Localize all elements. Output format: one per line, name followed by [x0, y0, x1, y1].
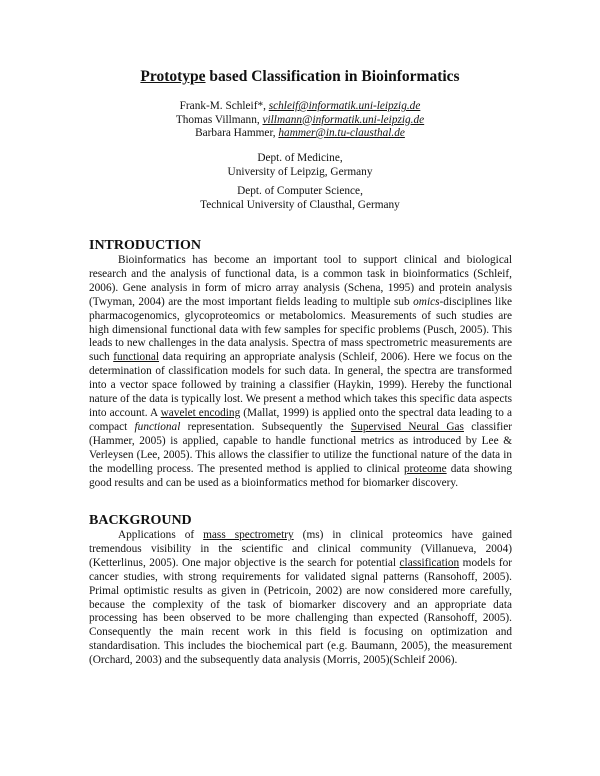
background-paragraph — [89, 529, 512, 668]
background-text: Applications of — [118, 529, 204, 541]
mass-spectrometry-link[interactable]: mass spectrometry — [203, 529, 294, 541]
classification-link[interactable]: classification — [399, 556, 460, 569]
author-name: Barbara Hammer, — [195, 127, 279, 139]
affiliation-line: Technical University of Clausthal, Germany — [200, 198, 400, 211]
supervised-neural-gas-link[interactable]: Supervised Neural Gas — [350, 420, 464, 433]
affiliation-line: University of Leipzig, Germany — [227, 165, 373, 178]
wavelet-encoding-link[interactable]: wavelet encoding — [160, 406, 241, 419]
functional-link[interactable]: functional — [113, 351, 160, 364]
intro-functional-emphasis: functional — [134, 420, 181, 433]
intro-text: Bioinformatics has become an important tool to support clinical and biological research and the analysis of functional data, is a common task in bioinformatics (Schleif, 2006). Gene analysis in form of micro array analysis (Schena, 1995) and protein analysis (Twyman, 2004) are the most important fields leading to multiple sub — [89, 254, 512, 308]
author-email-link[interactable]: schleif@informatik.uni-leipzig.de — [268, 100, 421, 112]
author-name: Thomas Villmann, — [175, 113, 263, 126]
background-heading: BACKGROUND — [89, 513, 192, 528]
author-list — [0, 100, 600, 141]
proteome-link[interactable]: proteome — [403, 462, 447, 475]
affiliation-clausthal — [0, 185, 600, 212]
affiliation-leipzig — [0, 152, 600, 179]
intro-text: -disciplines like pharmacogenomics, glycoproteomics or metabolomics. Measurements of such studies are high dimensional functional data with few samples for specific problems (Pusch, 2005). This leads to new challenges in the data analysis. Spectra of mass spectrometric measurements are such — [89, 295, 512, 364]
author-line — [0, 100, 600, 114]
background-text: models for cancer studies, with strong requirements for validated signal patterns (Ransohoff, 2005). Primal optimistic results as given in (Petricoin, 2002) are now considered more carefully, because the complexity of the task of biomarker discovery and an appropriate data processing has been observed to be more challenging than expected (Ransohoff, 2005). Consequently the main recent work in this field is focusing on optimization and standardisation. This includes the biochemical part (e.g. Baumann, 2005), the measurement (Orchard, 2003) and the subsequently data analysis (Morris, 2005)(Schleif 2006). — [89, 556, 512, 667]
title-rest: based Classification in Bioinformatics — [205, 68, 460, 85]
author-line — [0, 127, 600, 141]
background-text: (ms) in clinical proteomics have gained tremendous visibility in the scientific and clinical community (Villanueva, 2004) (Ketterlinus, 2005). One major objective is the search for potential — [89, 529, 512, 569]
author-line — [0, 114, 600, 128]
author-email-link[interactable]: hammer@in.tu-clausthal.de — [278, 127, 405, 139]
intro-text: representation. Subsequently the — [180, 420, 351, 433]
intro-text: classifier (Hammer, 2005) is applied, capable to handle functional metrics as introduced by Lee & Verleysen (Lee, 2005). This allows the classifier to utilize the functional nature of the data in the modelling process. The presented method is applied to clinical — [89, 420, 512, 475]
intro-text: (Mallat, 1999) is applied onto the spectral data leading to a compact — [89, 406, 512, 433]
introduction-paragraph — [89, 254, 512, 490]
introduction-heading: INTRODUCTION — [89, 238, 202, 253]
intro-text: data showing good results and can be used as a bioinformatics method for biomarker discovery. — [89, 462, 512, 489]
author-name: Frank-M. Schleif*, — [179, 100, 269, 112]
intro-text: data requiring an appropriate analysis (Schleif, 2006). Here we focus on the determination of classification models for such data. In general, the spectra are transformed into a vector space followed by training a classifier (Haykin, 1999). Hereby the functional nature of the data is typically lost. We present a method which takes this specific data aspects into account. A — [89, 351, 512, 419]
affiliation-line: Dept. of Computer Science, — [237, 185, 363, 197]
affiliation-line: Dept. of Medicine, — [257, 152, 343, 164]
title-link-prototype[interactable]: Prototype — [140, 68, 206, 85]
paper-title — [0, 68, 600, 86]
author-email-link[interactable]: villmann@informatik.uni-leipzig.de — [262, 113, 425, 126]
intro-omics: omics — [413, 295, 440, 308]
